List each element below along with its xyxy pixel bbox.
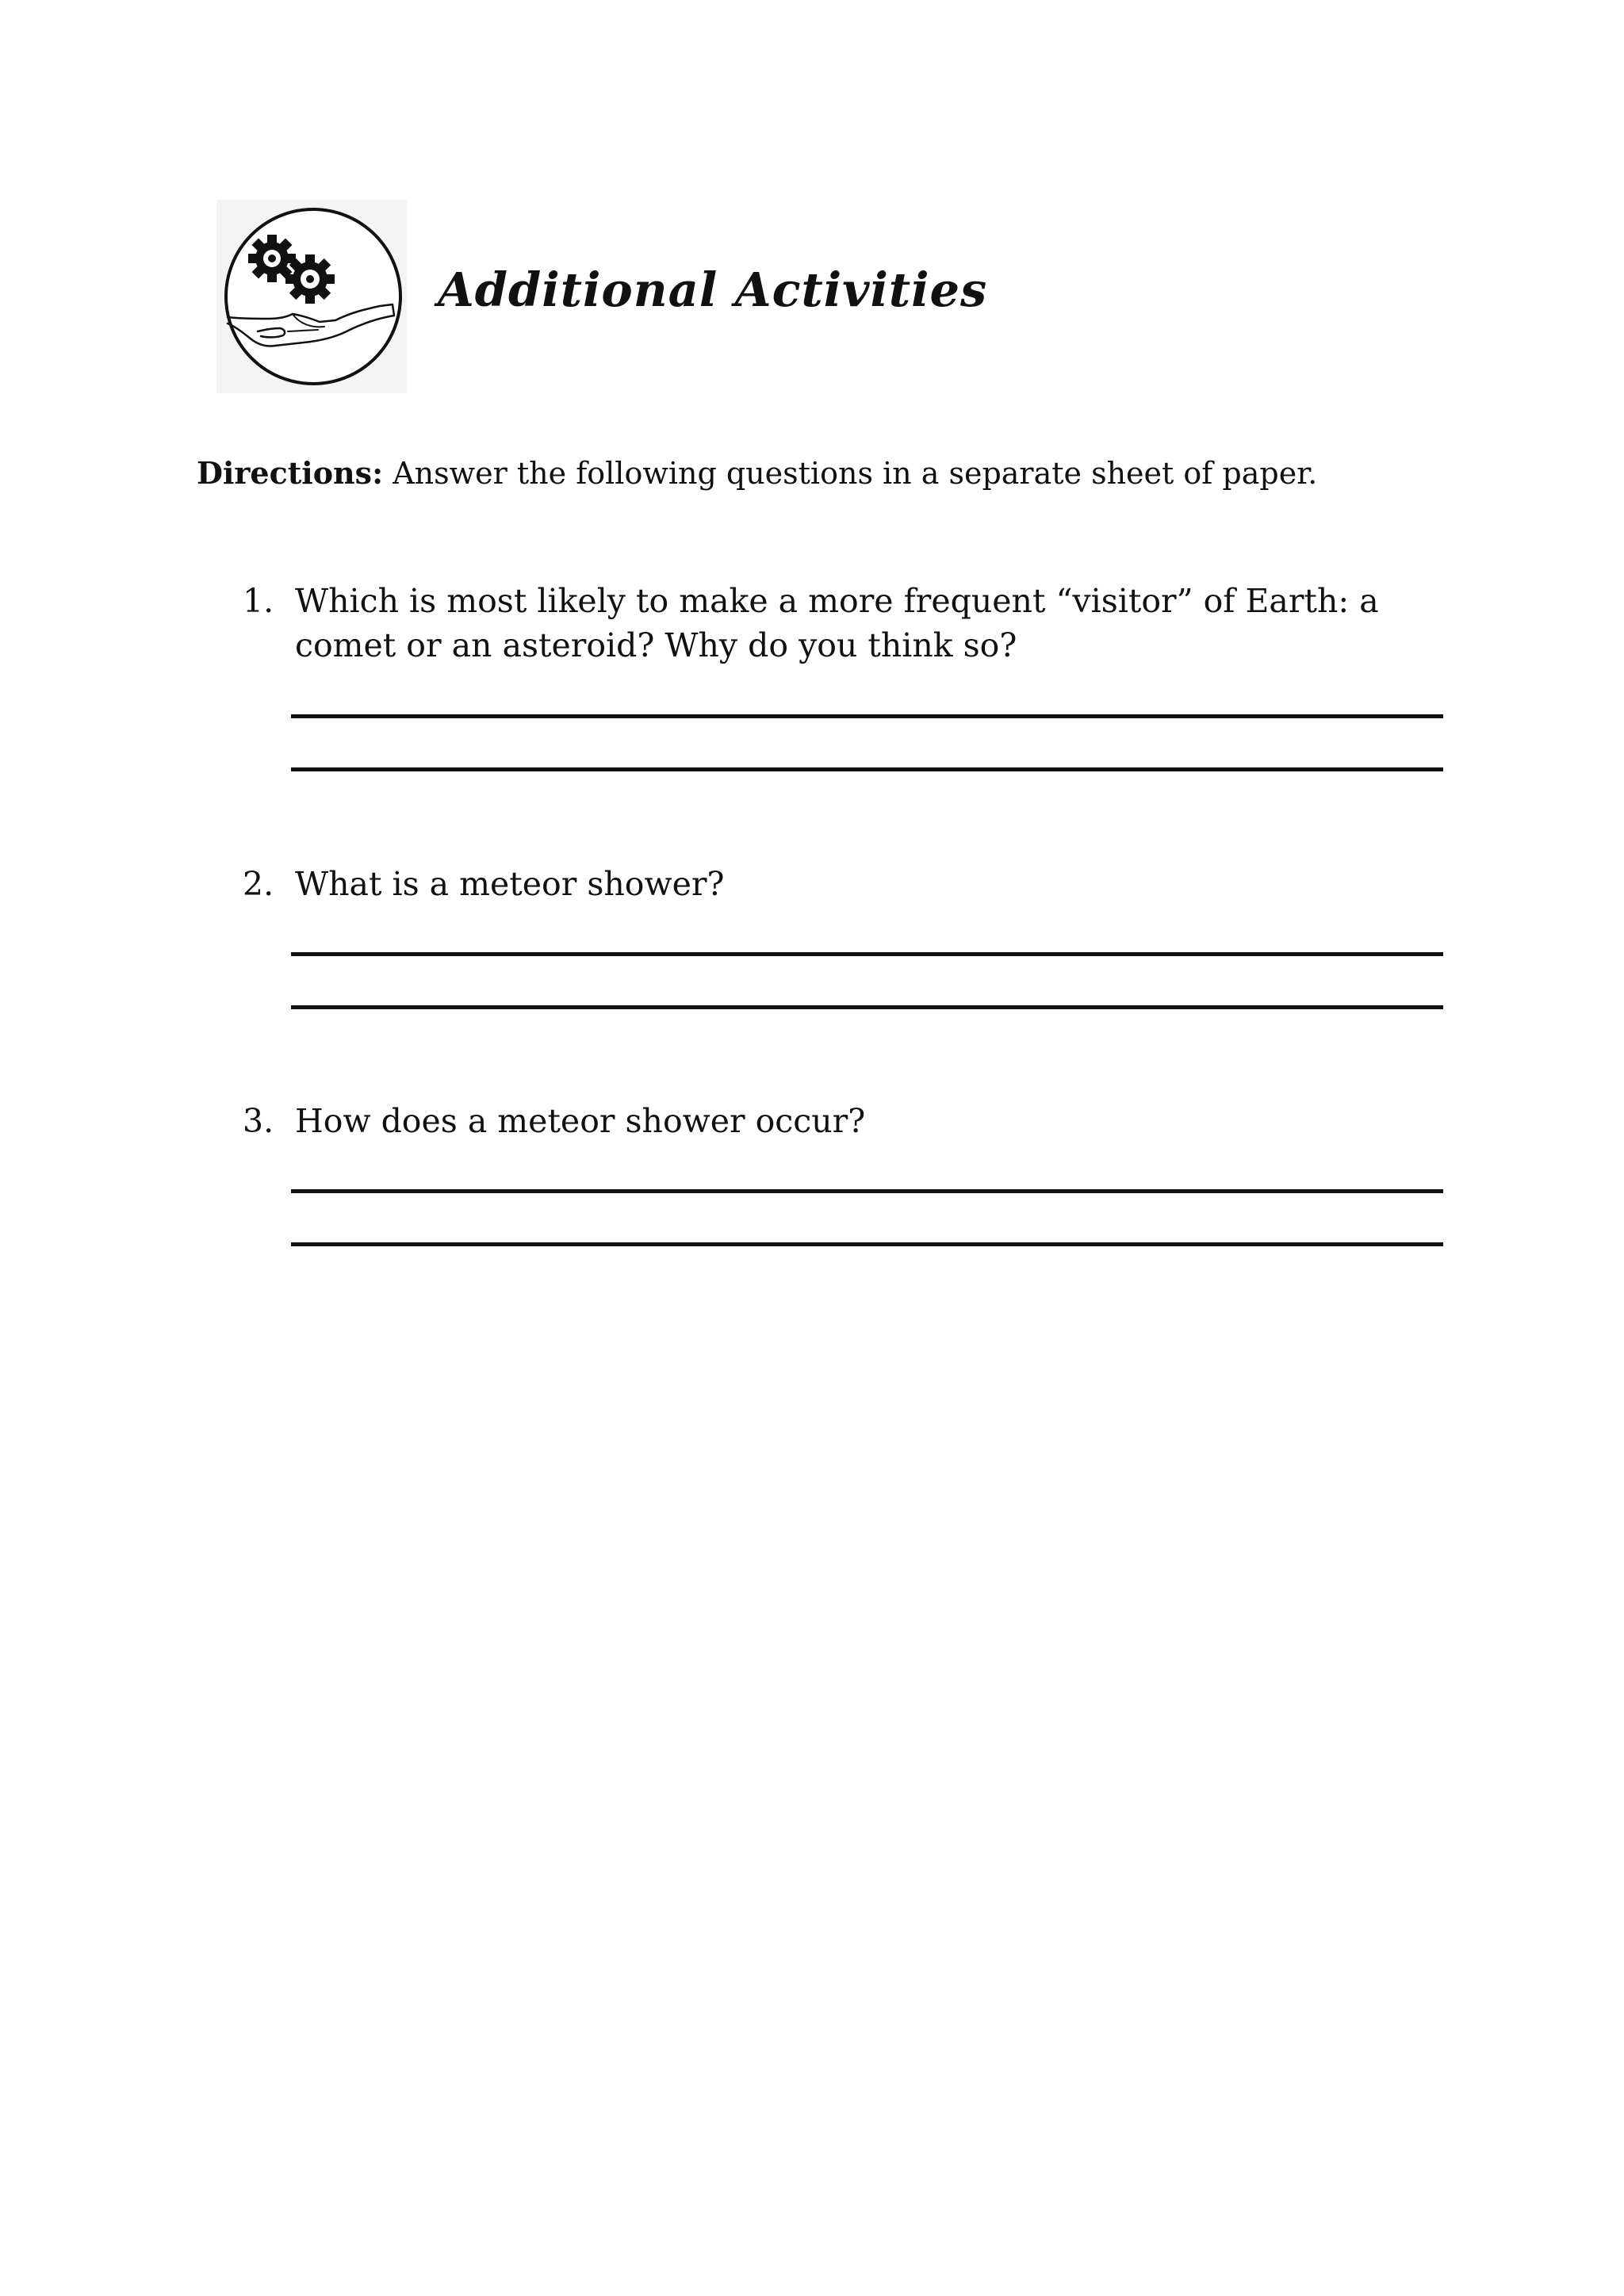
question-number: 2. [243, 865, 274, 903]
question-text: What is a meteor shower? [295, 865, 725, 903]
question-item-3 [243, 1099, 1448, 1143]
question-number: 1. [243, 582, 274, 620]
answer-line[interactable] [291, 1189, 1443, 1193]
hand-with-gears-icon [216, 200, 407, 393]
question-number: 3. [243, 1102, 274, 1140]
directions-label: Directions: [197, 455, 384, 491]
question-item-2 [243, 862, 1448, 906]
directions [197, 454, 1317, 492]
question-item-1 [243, 579, 1448, 668]
question-text: Which is most likely to make a more frequent “visitor” of Earth: a comet or an asteroid? Why do you think so? [295, 582, 1379, 664]
directions-text: Answer the following questions in a separate sheet of paper. [393, 456, 1318, 491]
answer-line[interactable] [291, 952, 1443, 956]
answer-line[interactable] [291, 714, 1443, 718]
answer-line[interactable] [291, 767, 1443, 771]
section-title: Additional Activities [438, 262, 988, 317]
answer-line[interactable] [291, 1242, 1443, 1246]
question-text: How does a meteor shower occur? [295, 1102, 866, 1140]
answer-line[interactable] [291, 1005, 1443, 1009]
